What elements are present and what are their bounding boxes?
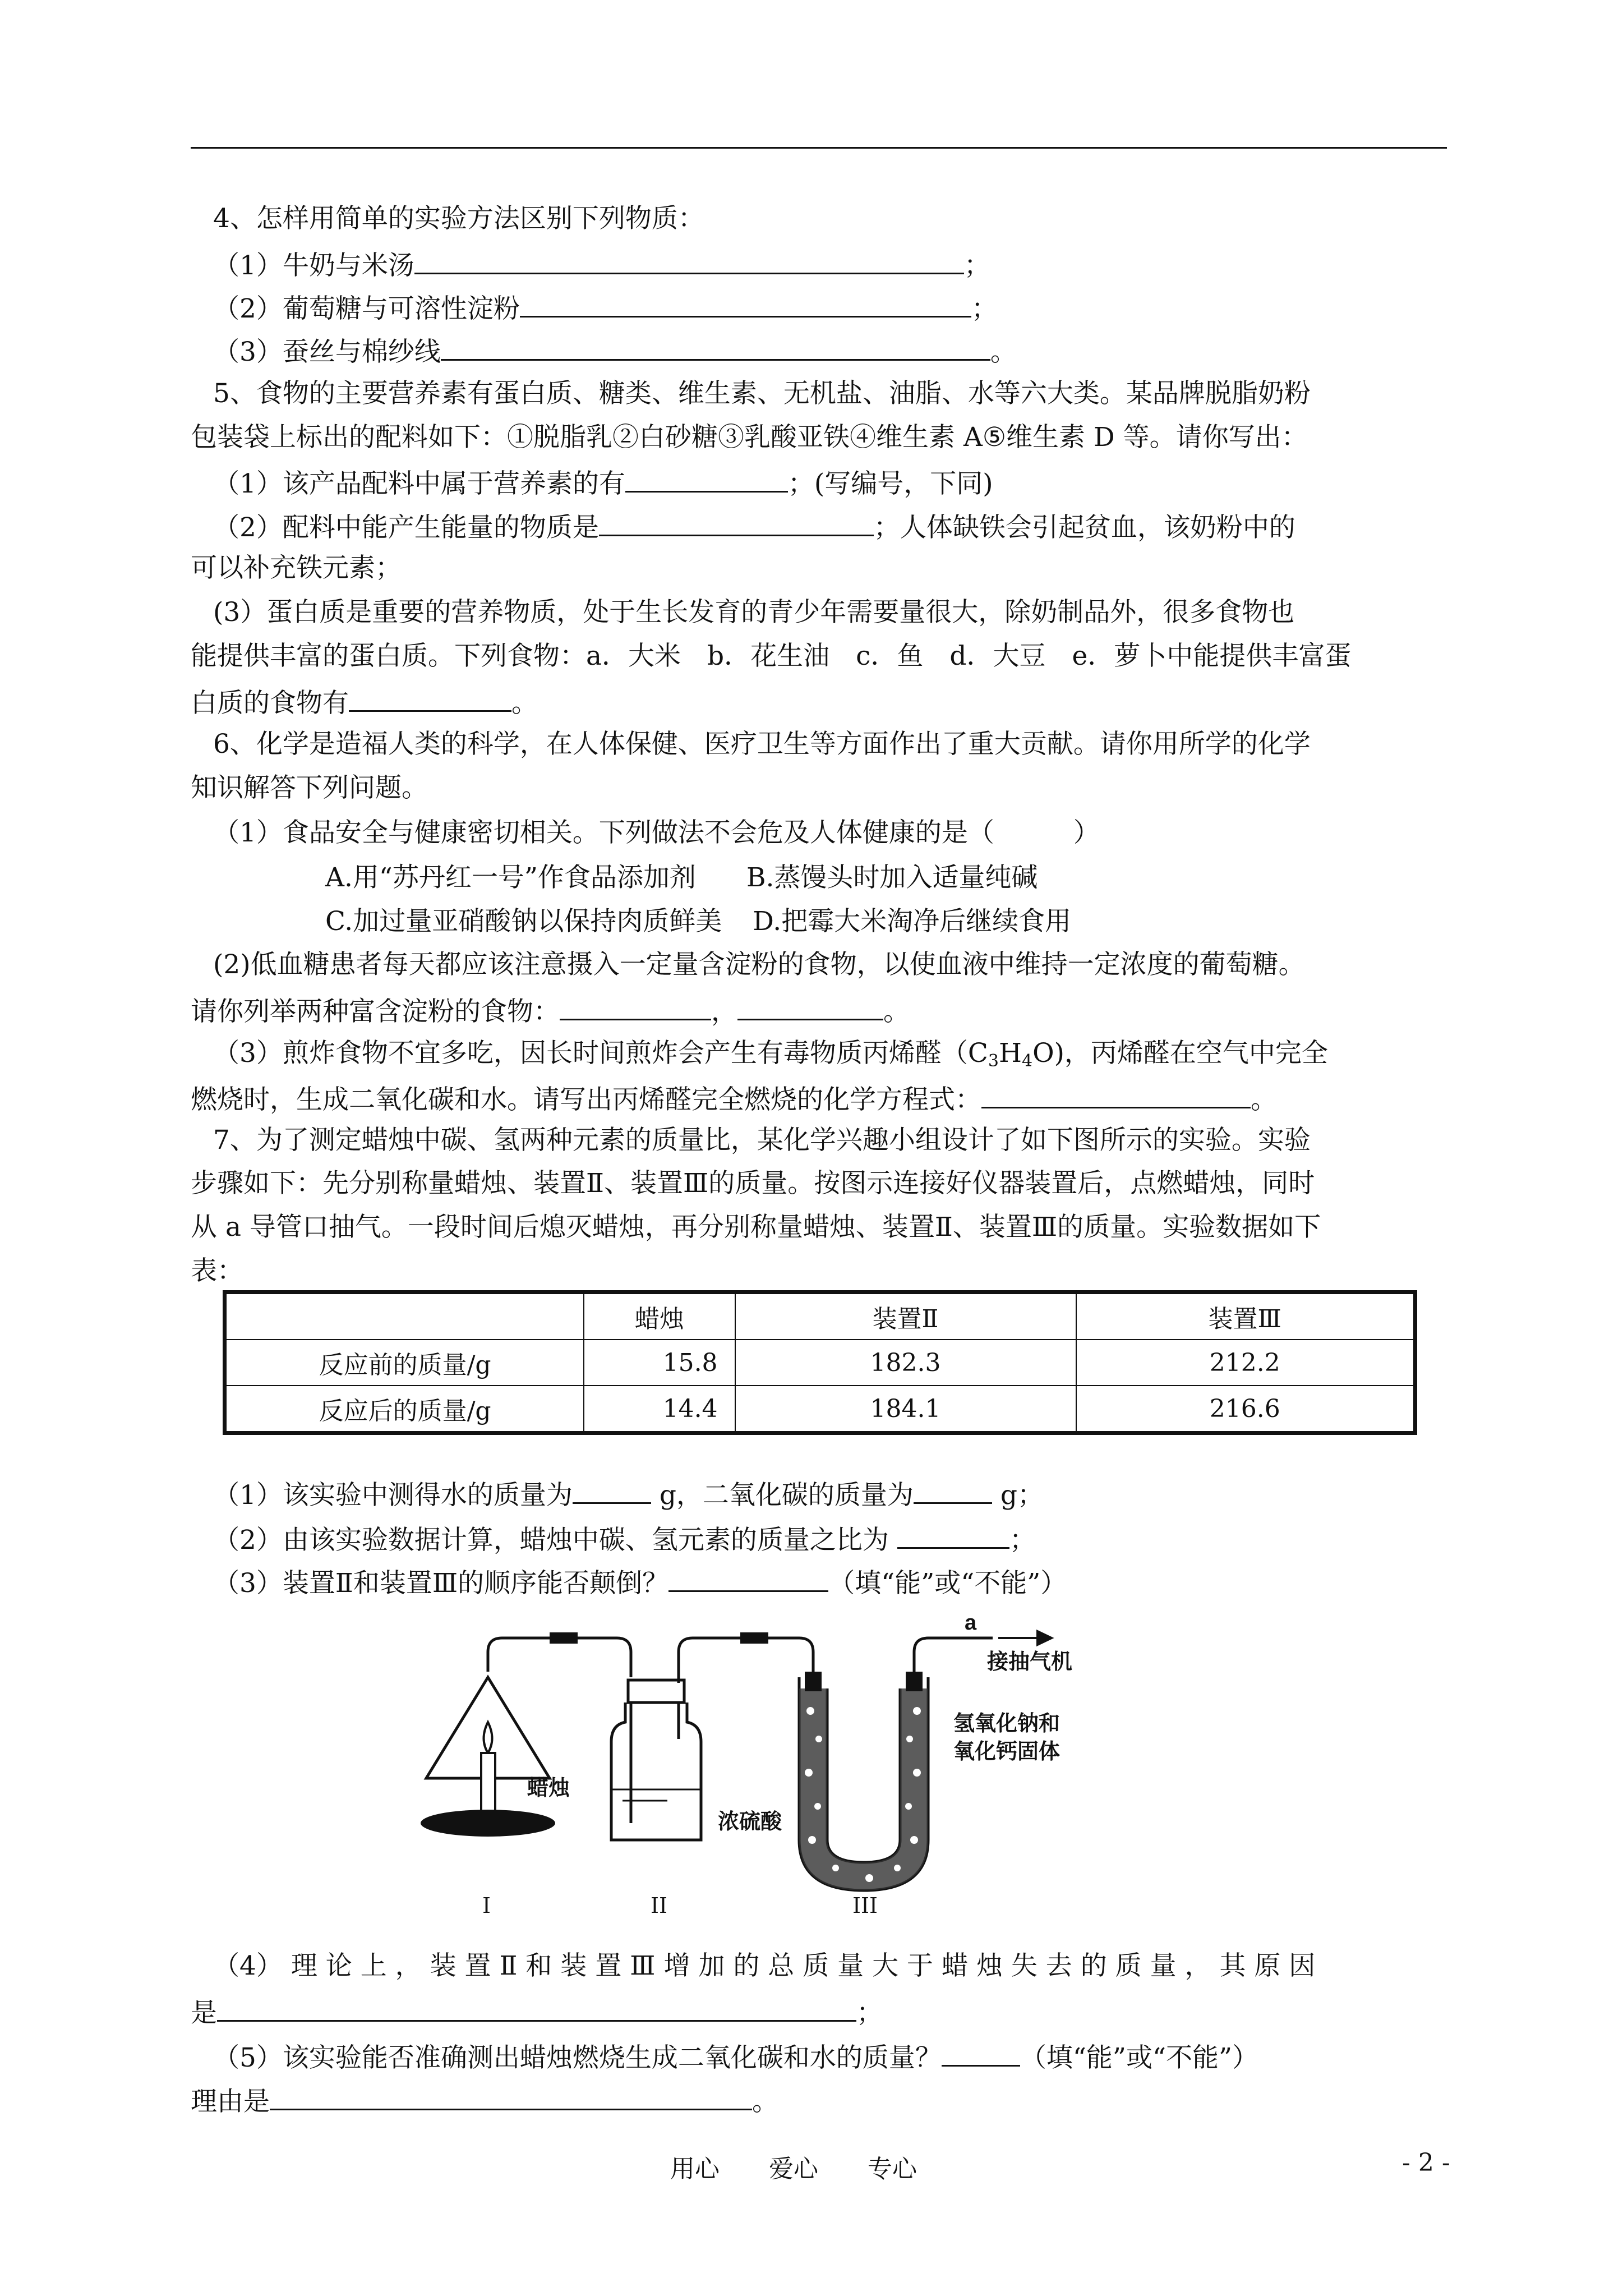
table-cell: 反应后的质量/g — [225, 1386, 584, 1433]
table-cell: 182.3 — [735, 1340, 1076, 1386]
table-header — [225, 1292, 584, 1340]
page-number: - 2 - — [1402, 2148, 1450, 2177]
q5-part-3-line-1: (3）蛋白质是重要的营养物质，处于生长发育的青少年需要量很大，除奶制品外，很多食物也 — [213, 597, 1295, 628]
table-row — [225, 1386, 1415, 1433]
answer-blank[interactable] — [599, 508, 874, 536]
table-header: 装置Ⅱ — [735, 1292, 1076, 1340]
answer-blank[interactable] — [625, 464, 788, 493]
label-solid-1: 氢氧化钠和 — [953, 1712, 1061, 1736]
option-d[interactable]: D.把霉大米淘净后继续食用 — [753, 906, 1072, 937]
answer-blank[interactable] — [737, 992, 883, 1020]
q6-part-3-line-2: 燃烧时，生成二氧化碳和水。请写出丙烯醛完全燃烧的化学方程式： 。 — [191, 1080, 1277, 1117]
answer-blank[interactable] — [520, 289, 971, 318]
q6-part-2-line-1: (2)低血糖患者每天都应该注意摄入一定量含淀粉的食物，以使血液中维持一定浓度的葡萄糖。 — [213, 949, 1305, 980]
option-a[interactable]: A.用“苏丹红一号”作食品添加剂 — [325, 862, 696, 893]
table-row — [225, 1340, 1415, 1386]
table-cell: 15.8 — [584, 1340, 735, 1386]
answer-blank[interactable] — [270, 2082, 752, 2110]
answer-blank[interactable] — [217, 1993, 856, 2022]
table-cell: 184.1 — [735, 1386, 1076, 1433]
label-device-1: I — [482, 1893, 491, 1918]
answer-blank[interactable] — [981, 1080, 1251, 1108]
q4-item-3: （3）蚕丝与棉纱线 。 — [213, 332, 1017, 369]
header-rule — [191, 147, 1447, 149]
q6-part-3-line-1: （3）煎炸食物不宜多吃，因长时间煎炸会产生有毒物质丙烯醛$(C_3H_4O)$，丙烯醛在空气中完全 — [213, 1038, 1328, 1071]
answer-blank[interactable] — [349, 683, 511, 712]
option-c[interactable]: C.加过量亚硝酸钠以保持肉质鲜美 — [325, 906, 722, 937]
answer-blank[interactable] — [897, 1520, 1009, 1549]
label-a: a — [965, 1611, 977, 1635]
answer-blank[interactable] — [560, 992, 711, 1020]
q4-stem: 4、怎样用简单的实验方法区别下列物质： — [213, 203, 704, 234]
q4-item-2: （2）葡萄糖与可溶性淀粉 ； — [213, 289, 998, 326]
q6-part-2-line-2: 请你列举两种富含淀粉的食物： ， 。 — [191, 992, 910, 1029]
q7-stem-1: 7、为了测定蜡烛中碳、氢两种元素的质量比，某化学兴趣小组设计了如下图所示的实验。实验 — [213, 1125, 1311, 1156]
answer-blank[interactable] — [573, 1475, 651, 1504]
q7-part-3: （3）装置Ⅱ和装置Ⅲ的顺序能否颠倒？ （填“能”或“不能”） — [213, 1563, 1067, 1600]
q5-part-3-line-3: 白质的食物有 。 — [191, 683, 538, 720]
q7-part-2: （2）由该实验数据计算，蜡烛中碳、氢元素的质量之比为 ； — [213, 1520, 1036, 1557]
q7-part-1: （1）该实验中测得水的质量为 g，二氧化碳的质量为 g； — [213, 1475, 1044, 1512]
q7-part-5-line-1: （5）该实验能否准确测出蜡烛燃烧生成二氧化碳和水的质量？ （填“能”或“不能”） — [213, 2038, 1258, 2075]
q6-options-cd — [325, 905, 1071, 938]
q5-part-2-cont: 可以补充铁元素； — [191, 553, 402, 583]
q5-stem-2: 包装袋上标出的配料如下：①脱脂乳②白砂糖③乳酸亚铁④维生素 A⑤维生素 D 等。请你写出： — [191, 422, 1308, 453]
answer-blank[interactable] — [668, 1563, 828, 1592]
table-header: 蜡烛 — [584, 1292, 735, 1340]
table-cell: 14.4 — [584, 1386, 735, 1433]
q5-part-3-line-2: 能提供丰富的蛋白质。下列食物：a．大米 b．花生油 c．鱼 d．大豆 e．萝卜中能提供丰富蛋 — [191, 641, 1352, 671]
answer-blank[interactable] — [414, 246, 964, 274]
footer-motto: 用心 爱心 专心 — [670, 2155, 917, 2183]
q7-stem-4: 表： — [191, 1255, 243, 1286]
label-solid-2: 氧化钙固体 — [953, 1740, 1061, 1764]
q5-part-1: （1）该产品配料中属于营养素的有 ；(写编号，下同) — [213, 464, 993, 501]
table-header: 装置Ⅲ — [1076, 1292, 1415, 1340]
q7-stem-3: 从 a 导管口抽气。一段时间后熄灭蜡烛，再分别称量蜡烛、装置Ⅱ、装置Ⅲ的质量。实验数据如下 — [191, 1212, 1321, 1243]
table-header-row — [225, 1292, 1415, 1340]
q6-stem-1: 6、化学是造福人类的科学，在人体保健、医疗卫生等方面作出了重大贡献。请你用所学的化学 — [213, 729, 1311, 760]
q5-part-2: （2）配料中能产生能量的物质是 ；人体缺铁会引起贫血，该奶粉中的 — [213, 508, 1295, 545]
answer-blank[interactable] — [441, 332, 990, 361]
q7-stem-2: 步骤如下：先分别称量蜡烛、装置Ⅱ、装置Ⅲ的质量。按图示连接好仪器装置后，点燃蜡烛，同时 — [191, 1168, 1315, 1199]
q4-item-1: （1）牛奶与米汤 ； — [213, 246, 990, 283]
q7-part-4-line-2: 是 ； — [191, 1993, 883, 2030]
data-table — [223, 1290, 1417, 1435]
label-pump: 接抽气机 — [987, 1650, 1073, 1674]
option-b[interactable]: B.蒸馒头时加入适量纯碱 — [746, 862, 1038, 893]
table-cell: 反应前的质量/g — [225, 1340, 584, 1386]
q5-stem-1: 5、食物的主要营养素有蛋白质、糖类、维生素、无机盐、油脂、水等六大类。某品牌脱脂奶粉 — [213, 378, 1311, 409]
label-candle: 蜡烛 — [527, 1777, 570, 1800]
q6-stem-2: 知识解答下列问题。 — [191, 772, 428, 803]
table-cell: 216.6 — [1076, 1386, 1415, 1433]
apparatus-figure — [404, 1604, 1301, 1924]
label-acid: 浓硫酸 — [718, 1810, 782, 1834]
answer-blank[interactable] — [942, 2038, 1020, 2067]
label-device-3: III — [852, 1893, 878, 1918]
q6-part-1: （1）食品安全与健康密切相关。下列做法不会危及人体健康的是（ ） — [213, 817, 1100, 848]
table-cell: 212.2 — [1076, 1340, 1415, 1386]
q6-options-ab — [325, 861, 1038, 895]
q7-part-4-line-1: （4） 理 论 上 ， 装 置 Ⅱ 和 装 置 Ⅲ 增 加 的 总 质 量 大 于 蜡 烛 失 去 的 质 量 ， 其 原 因 — [213, 1950, 1316, 1981]
answer-blank[interactable] — [914, 1475, 992, 1504]
label-device-2: II — [651, 1893, 668, 1918]
q7-part-5-line-2: 理由是 。 — [191, 2082, 778, 2119]
